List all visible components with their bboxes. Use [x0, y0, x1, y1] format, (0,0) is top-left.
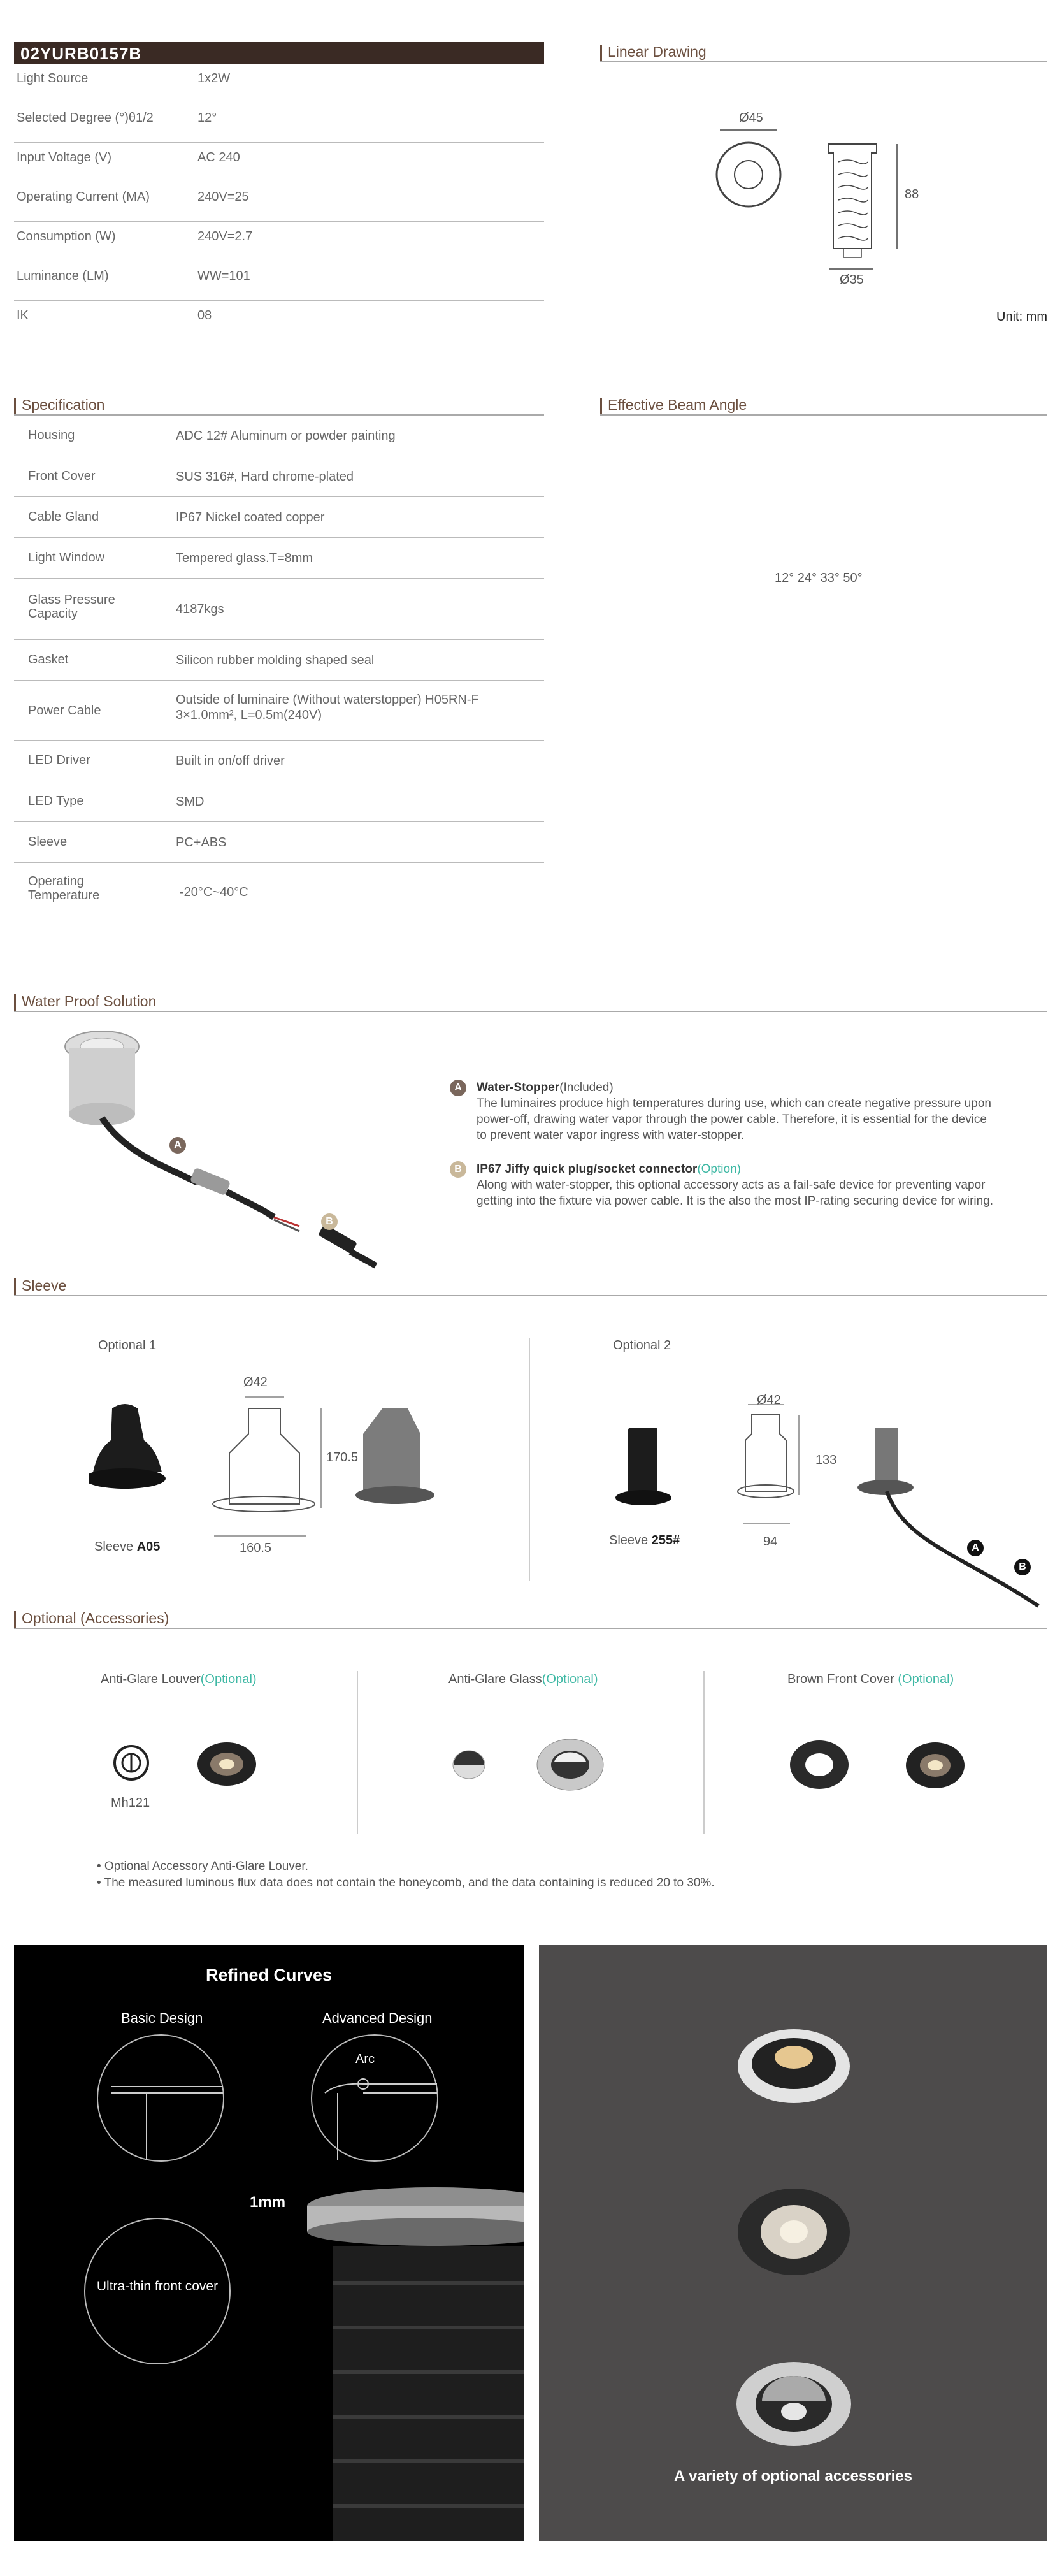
row-key: LED Type: [28, 794, 84, 808]
fixture-drawing: [714, 108, 905, 300]
divider: [357, 1671, 358, 1834]
advanced-design-circle: [311, 2034, 438, 2162]
linear-drawing-header: [600, 41, 1047, 62]
sleeve-option1: [89, 1375, 446, 1574]
row-value: SUS 316#, Hard chrome-plated: [176, 470, 354, 484]
accessory-name: Anti-Glare Glass: [448, 1672, 542, 1686]
connector-text: Along with water-stopper, this optional accessory acts as a fail-safe device for preventing vapor getting into the fixture via power cable. It is the also the most IP-rating securing device for wiring.: [477, 1178, 994, 1208]
section-title: Water Proof Solution: [22, 993, 157, 1009]
badge-a: A: [450, 1080, 466, 1096]
section-title: Specification: [22, 396, 105, 413]
table-row: [14, 222, 544, 261]
divider: [703, 1671, 705, 1834]
specification-header: [14, 394, 544, 416]
unit-label: Unit: mm: [996, 310, 1047, 324]
sleeve-option2: [605, 1393, 1051, 1612]
section-title: Linear Drawing: [608, 43, 707, 60]
beam-angle-header: [600, 394, 1047, 416]
row-value: IP67 Nickel coated copper: [176, 510, 325, 525]
table-row: [14, 863, 544, 924]
waterstopper-suffix: (Included): [559, 1081, 614, 1094]
dim-bottom: 160.5: [240, 1541, 272, 1555]
sleeve-name-prefix: Sleeve: [609, 1533, 652, 1547]
accessory-tag: (Optional): [894, 1672, 954, 1686]
row-key: Power Cable: [28, 704, 101, 718]
badge-a: A: [967, 1540, 984, 1556]
row-key: IK: [17, 308, 29, 322]
dim-top: Ø42: [243, 1375, 268, 1389]
refined-curves-banner: [14, 1945, 524, 2541]
row-key: Sleeve: [28, 835, 68, 849]
sleeve-name-prefix: Sleeve: [94, 1540, 137, 1554]
dim-height: 133: [815, 1453, 837, 1467]
dim-bottom: 94: [763, 1535, 778, 1549]
table-row: [14, 301, 544, 340]
sleeve-option2-label: Optional 2: [613, 1338, 671, 1352]
section-title: Effective Beam Angle: [608, 396, 747, 413]
accessory-tag: (Optional): [542, 1672, 598, 1686]
sleeve-header: [14, 1275, 1047, 1296]
advanced-design-label: Advanced Design: [322, 2010, 433, 2026]
accessories-banner: [539, 1945, 1047, 2541]
badge-a: A: [169, 1137, 186, 1154]
accessory-title: [101, 1672, 257, 1687]
table-row: [14, 579, 544, 640]
dim-top: Ø45: [739, 111, 763, 125]
row-value: 240V=25: [197, 190, 249, 204]
sleeve-name: [609, 1533, 680, 1548]
table-row: [14, 681, 544, 741]
note-line: • Optional Accessory Anti-Glare Louver.: [97, 1860, 308, 1873]
table-row: [14, 640, 544, 681]
banner-title: Refined Curves: [205, 1965, 333, 1985]
row-value: AC 240: [197, 150, 240, 164]
basic-design-label: Basic Design: [121, 2010, 203, 2026]
connector-suffix: (Option): [697, 1162, 741, 1176]
accessory-title: [448, 1672, 598, 1687]
accessory-sub: Mh121: [111, 1796, 150, 1810]
table-row: [14, 182, 544, 222]
row-key: Operating Current (MA): [17, 190, 150, 204]
table-row: [14, 822, 544, 863]
row-value: Outside of luminaire (Without waterstopper) H05RN-F 3×1.0mm², L=0.5m(240V): [176, 693, 479, 722]
row-key: Gasket: [28, 653, 69, 667]
connector-block: [451, 1161, 999, 1209]
beam-angle-values: 12° 24° 33° 50°: [775, 571, 863, 585]
row-value: 1x2W: [197, 71, 231, 85]
row-value: PC+ABS: [176, 836, 227, 850]
row-key: Cable Gland: [28, 510, 99, 524]
row-key: Glass Pressure Capacity: [28, 593, 115, 621]
sleeve-255-drawing: [605, 1402, 1051, 1612]
row-key: Luminance (LM): [17, 269, 109, 283]
accessory-fixtures: [730, 2022, 857, 2468]
linear-drawing: [714, 108, 919, 300]
badge-b: B: [1014, 1559, 1031, 1575]
accessory-name: Anti-Glare Louver: [101, 1672, 201, 1686]
cable-illustration: [51, 1022, 382, 1284]
connector-title: IP67 Jiffy quick plug/socket connector: [477, 1162, 698, 1176]
table-row: [14, 103, 544, 143]
sleeve-name-code: 255#: [651, 1533, 680, 1547]
row-value: 12°: [197, 111, 217, 125]
row-value: Silicon rubber molding shaped seal: [176, 653, 375, 667]
row-key: LED Driver: [28, 753, 90, 767]
row-key: Operating Temperature: [28, 874, 100, 902]
row-value: 240V=2.7: [197, 229, 253, 243]
sleeve-name: [94, 1540, 160, 1554]
row-value: -20°C~40°C: [180, 885, 248, 899]
glass-fixture-icon: [535, 1736, 605, 1797]
row-value: Built in on/off driver: [176, 754, 285, 768]
front-cover-circle: [84, 2218, 231, 2364]
fixture-closeup: [294, 2187, 524, 2541]
row-key: Input Voltage (V): [17, 150, 111, 164]
glass-icon: [451, 1749, 487, 1784]
table-row: [14, 143, 544, 182]
front-cover-label: Ultra-thin front cover: [96, 2279, 219, 2294]
table-row: [14, 261, 544, 301]
louver-icon: [112, 1744, 150, 1785]
waterproof-header: [14, 990, 1047, 1012]
sleeve-name-code: A05: [136, 1540, 161, 1554]
accessory-notes: [97, 1858, 715, 1892]
table-row: [14, 64, 544, 103]
sleeve-option1-label: Optional 1: [98, 1338, 157, 1352]
row-key: Front Cover: [28, 469, 96, 483]
dim-bottom: Ø35: [840, 273, 864, 287]
row-value: 4187kgs: [176, 602, 224, 616]
arc-label: Arc: [355, 2052, 375, 2066]
row-value: 08: [197, 308, 212, 322]
waterproof-illustration: [51, 1022, 382, 1284]
banner-caption: A variety of optional accessories: [674, 2468, 912, 2485]
accessory-tag: (Optional): [200, 1672, 257, 1686]
badge-b: B: [450, 1161, 466, 1178]
row-value: Tempered glass.T=8mm: [176, 551, 313, 565]
row-value: WW=101: [197, 269, 250, 283]
gap-label: 1mm: [250, 2194, 286, 2211]
table-row: [14, 741, 544, 781]
note-line: • The measured luminous flux data does not contain the honeycomb, and the data containing is reduced 20 to 30%.: [97, 1876, 715, 1890]
dim-top: Ø42: [757, 1393, 781, 1407]
row-key: Light Source: [17, 71, 89, 85]
accessory-title: [787, 1672, 954, 1687]
row-key: Housing: [28, 428, 75, 442]
brown-cover-fixture-icon: [903, 1739, 967, 1795]
row-value: ADC 12# Aluminum or powder painting: [176, 429, 396, 443]
dim-height: 170.5: [326, 1451, 359, 1465]
accessory-name: Brown Front Cover: [787, 1672, 894, 1686]
waterstopper-title: Water-Stopper: [477, 1081, 560, 1094]
table-row: [14, 781, 544, 822]
divider: [529, 1338, 530, 1581]
louver-fixture-icon: [195, 1739, 259, 1793]
waterstopper-block: [451, 1080, 999, 1143]
row-key: Selected Degree (°)θ1/2: [17, 111, 154, 125]
table-row: [14, 497, 544, 538]
dim-height: 88: [905, 187, 919, 201]
brown-cover-icon: [787, 1736, 851, 1797]
product-code: 02YURB0157B: [14, 42, 544, 64]
table-row: [14, 416, 544, 456]
table-row: [14, 456, 544, 497]
waterstopper-text: The luminaires produce high temperatures during use, which can create negative pressure upon power-off, drawing water vapor through the power cable. Therefore, it is essential for the device to prevent water vapor ingress with water-stopper.: [477, 1097, 991, 1142]
badge-b: B: [321, 1213, 338, 1230]
section-title: Optional (Accessories): [22, 1610, 169, 1626]
basic-design-circle: [97, 2034, 224, 2162]
table-row: [14, 538, 544, 579]
row-key: Light Window: [28, 551, 105, 565]
row-value: SMD: [176, 795, 205, 809]
section-title: Sleeve: [22, 1277, 67, 1294]
row-key: Consumption (W): [17, 229, 116, 243]
accessories-header: [14, 1607, 1047, 1629]
